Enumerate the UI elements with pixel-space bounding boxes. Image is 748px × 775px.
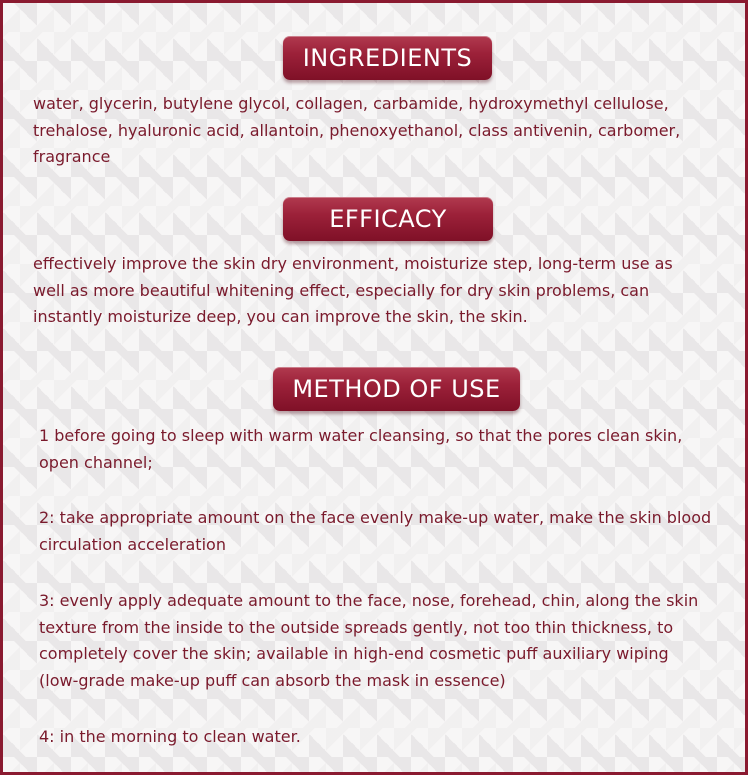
- method-step-line: open channel;: [39, 452, 153, 472]
- method-step-2: [39, 505, 748, 558]
- method-heading: METHOD OF USE: [292, 375, 501, 403]
- method-step-line: 2: take appropriate amount on the face evenly make-up water, make the skin blood: [39, 508, 712, 527]
- method-step-line: 4: in the morning to clean water.: [39, 727, 301, 746]
- ingredients-line: water, glycerin, butylene glycol, collagen, carbamide, hydroxymethyl cellulose,: [33, 94, 669, 113]
- method-step-line: 1 before going to sleep with warm water cleansing, so that the pores clean skin,: [39, 426, 683, 445]
- ingredients-line: trehalose, hyaluronic acid, allantoin, phenoxyethanol, class antivenin, carbomer,: [33, 120, 681, 140]
- efficacy-line: effectively improve the skin dry environment, moisturize step, long-term use as: [33, 254, 673, 273]
- method-step-1: [39, 423, 739, 476]
- method-step-line: (low-grade make-up puff can absorb the mask in essence): [39, 671, 506, 691]
- method-step-line: 3: evenly apply adequate amount to the face, nose, forehead, chin, along the skin: [39, 591, 699, 610]
- ingredients-text: [33, 91, 733, 171]
- efficacy-heading: EFFICACY: [329, 205, 447, 233]
- efficacy-line: instantly moisturize deep, you can improve the skin, the skin.: [33, 307, 528, 327]
- method-heading-badge: [273, 367, 520, 411]
- method-step-line: texture from the inside to the outside spreads gently, not too thin thickness, to: [39, 617, 674, 637]
- method-step-line: completely cover the skin; available in high-end cosmetic puff auxiliary wiping: [39, 644, 669, 664]
- efficacy-line: well as more beautiful whitening effect, especially for dry skin problems, can: [33, 280, 650, 300]
- ingredients-line: fragrance: [33, 147, 111, 167]
- efficacy-heading-badge: [283, 197, 493, 241]
- ingredients-heading-badge: [283, 36, 492, 80]
- efficacy-text: [33, 251, 723, 331]
- method-step-4: [39, 724, 739, 751]
- ingredients-heading: INGREDIENTS: [302, 44, 473, 72]
- method-step-line: circulation acceleration: [39, 534, 226, 554]
- method-step-3: [39, 588, 739, 695]
